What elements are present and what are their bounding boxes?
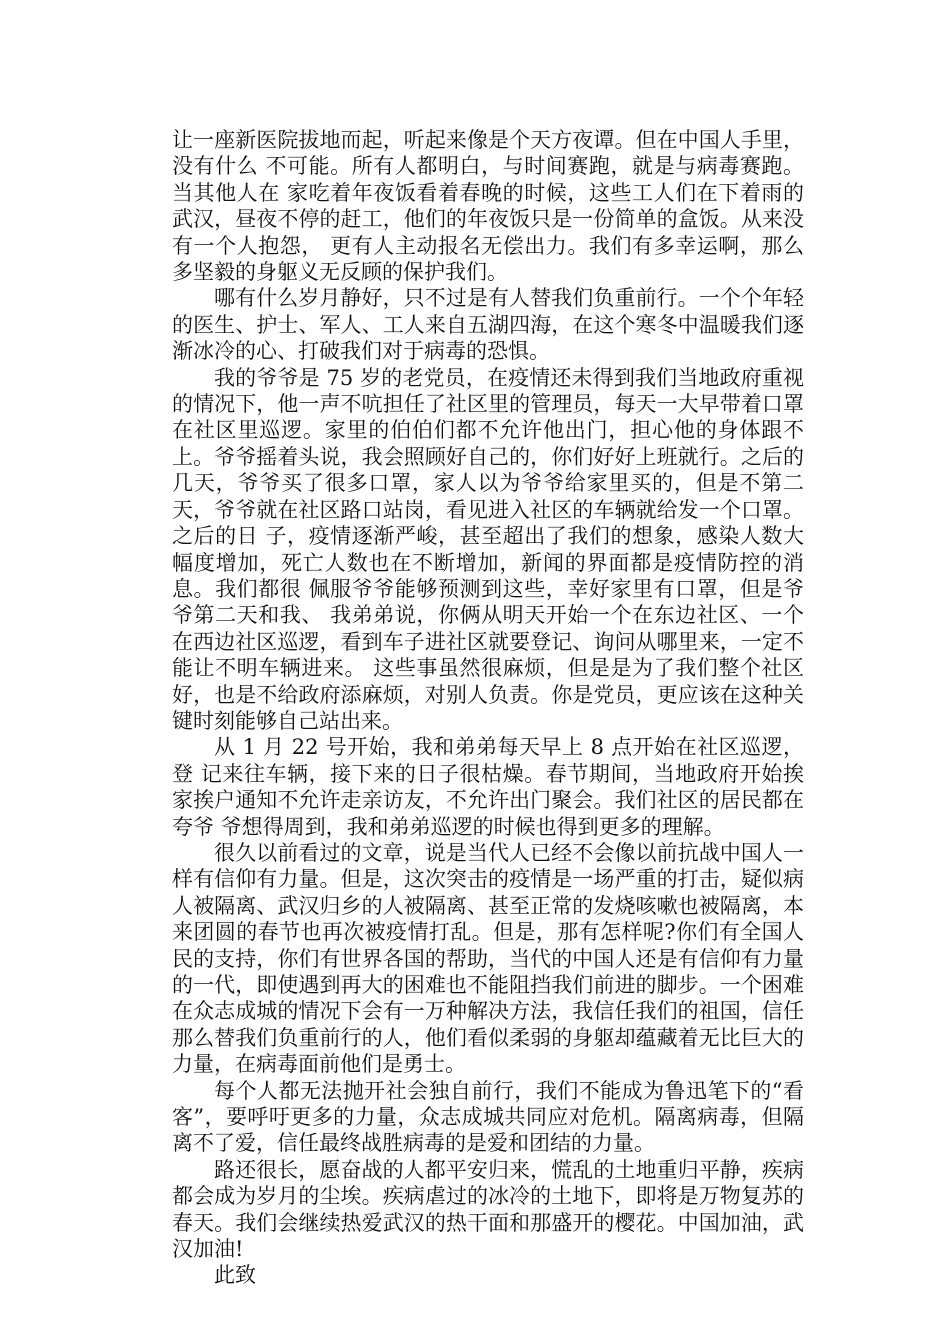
paragraph-7: 路还很长，愿奋战的人都平安归来，慌乱的土地重归平静，疾病 都会成为岁月的尘埃。疾病虐过的冰冷的土地下，即将是万物复苏的春天。我们会继续热爱武汉的热干面和那盛开的樱花。中国加油，武 汉加油! bbox=[172, 1157, 804, 1262]
letter-body bbox=[172, 127, 804, 1289]
closing-salutation: 此致 bbox=[214, 1263, 256, 1288]
paragraph-6: 每个人都无法抛开社会独自前行，我们不能成为鲁迅笔下的“看客”，要呼吁更多的力量，众志成城共同应对危机。隔离病毒，但隔离不了爱，信任最终战胜病毒的是爱和团结的力量。 bbox=[172, 1078, 804, 1156]
paragraph-4: 从 1 月 22 号开始，我和弟弟每天早上 8 点开始在社区巡逻，登 记来往车辆，接下来的日子很枯燥。春节期间，当地政府开始挨家挨户通知不允许走亲访友，不允许出门聚会。我们社区的居民都在夸爷 爷想得周到，我和弟弟巡逻的时候也得到更多的理解。 bbox=[172, 735, 804, 839]
paragraph-1: 让一座新医院拔地而起，听起来像是个天方夜谭。但在中国人手里，没有什么 不可能。所有人都明白，与时间赛跑，就是与病毒赛跑。当其他人在 家吃着年夜饭看着春晚的时候，这些工人们在下着雨的武汉，昼夜不停的赶工，他们的年夜饭只是一份简单的盒饭。从来没有一个人抱怨， 更有人主动报名无偿出力。我们有多幸运啊，那么多坚毅的身躯义无反顾的保护我们。 bbox=[172, 128, 804, 285]
paragraph-3: 我的爷爷是 75 岁的老党员，在疫情还未得到我们当地政府重视的情况下，他一声不吭担任了社区里的管理员，每天一大早带着口罩 在社区里巡逻。家里的伯伯们都不允许他出门，担心他的身体跟不上。爷爷摇着头说，我会照顾好自己的，你们好好上班就行。之后的几天，爷爷买了很多口罩，家人以为爷爷给家里买的，但是不第二天，爷爷就在社区路口站岗，看见进入社区的车辆就给发一个口罩。之后的日 子，疫情逐渐严峻，甚至超出了我们的想象，感染人数大幅度增加，死亡人数也在不断增加，新闻的界面都是疫情防控的消息。我们都很 佩服爷爷能够预测到这些，幸好家里有口罩，但是爷爷第二天和我、 我弟弟说，你俩从明天开始一个在东边社区、一个在西边社区巡逻，看到车子进社区就要登记、询问从哪里来，一定不能让不明车辆进来。 这些事虽然很麻烦，但是是为了我们整个社区好，也是不给政府添麻烦，对别人负责。你是党员，更应该在这种关键时刻能够自己站出来。 bbox=[172, 365, 804, 733]
paragraph-5: 很久以前看过的文章，说是当代人已经不会像以前抗战中国人一 样有信仰有力量。但是，这次突击的疫情是一场严重的打击，疑似病人被隔离、武汉归乡的人被隔离、甚至正常的发烧咳嗽也被隔离，本 来团圆的春节也再次被疫情打乱。但是，那有怎样呢?你们有全国人民的支持，你们有世界各国的帮助，当代的中国人还是有信仰有力量 的一代，即使遇到再大的困难也不能阻挡我们前进的脚步。一个困难在众志成城的情况下会有一万种解决方法，我信任我们的祖国，信任那么替我们负重前行的人，他们看似柔弱的身躯却蕴藏着无比巨大的力量，在病毒面前他们是勇士。 bbox=[172, 840, 804, 1077]
paragraph-2: 哪有什么岁月静好，只不过是有人替我们负重前行。一个个年轻 的医生、护士、军人、工人来自五湖四海，在这个寒冬中温暖我们逐渐冰冷的心、打破我们对于病毒的恐惧。 bbox=[172, 286, 804, 364]
